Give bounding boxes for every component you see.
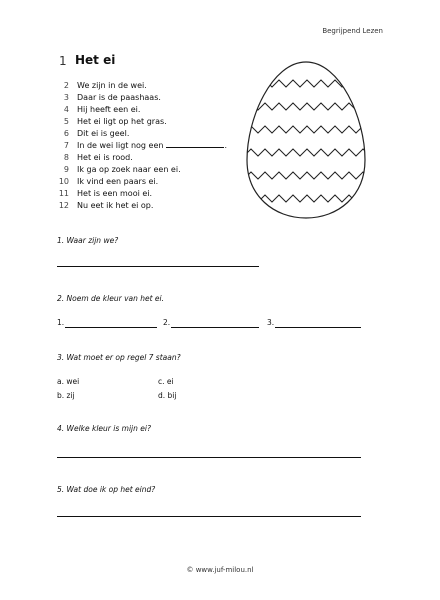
color-blank-label: 3. — [267, 318, 275, 327]
line-number: 5 — [63, 117, 69, 126]
line-number: 2 — [63, 81, 69, 90]
option-b[interactable]: b. zij — [57, 391, 75, 400]
question-1: 1. Waar zijn we? — [57, 236, 119, 245]
question-3: 3. Wat moet er op regel 7 staan? — [57, 353, 181, 362]
color-blank-label: 1. — [57, 318, 65, 327]
line-number: 3 — [63, 93, 69, 102]
line-number: 9 — [63, 165, 69, 174]
color-answer-line[interactable] — [275, 327, 361, 328]
line-text: In de wei ligt nog een — [77, 141, 164, 150]
question-4: 4. Welke kleur is mijn ei? — [57, 424, 151, 433]
question-2: 2. Noem de kleur van het ei. — [57, 294, 165, 303]
header-label: Begrijpend Lezen — [322, 27, 383, 35]
line-text: We zijn in de wei. — [77, 81, 147, 90]
line-number: 12 — [58, 201, 69, 210]
line-number: 7 — [63, 141, 69, 150]
line-text: Het ei is rood. — [77, 153, 133, 162]
line-number: 11 — [58, 189, 69, 198]
line-number: 10 — [58, 177, 69, 186]
question-5: 5. Wat doe ik op het eind? — [57, 485, 156, 494]
easter-egg-drawing — [244, 60, 368, 220]
color-answer-line[interactable] — [65, 327, 157, 328]
line-number: 6 — [63, 129, 69, 138]
answer-line-5[interactable] — [57, 516, 361, 517]
color-blank-label: 2. — [163, 318, 171, 327]
title-line-number: 1 — [59, 54, 67, 68]
option-a[interactable]: a. wei — [57, 377, 80, 386]
line-text: Nu eet ik het ei op. — [77, 201, 154, 210]
line-text: Ik ga op zoek naar een ei. — [77, 165, 181, 174]
line-text: Het ei ligt op het gras. — [77, 117, 167, 126]
line-text: Daar is de paashaas. — [77, 93, 161, 102]
fill-in-blank[interactable] — [166, 140, 224, 148]
answer-line-1[interactable] — [57, 266, 259, 267]
line-text: Het is een mooi ei. — [77, 189, 153, 198]
worksheet-page: Begrijpend Lezen 1 Het ei 2 We zijn in de wei. 3 Daar is de paashaas. 4 Hij heeft een ei. 5 Het ei ligt op het gras. 6 Dit ei is geel. 7 In de wei ligt nog een . 8 Het ei is rood. 9 Ik ga op zoek naar een ei. 10 Ik vind een paars ei. 11 Het is een mooi ei. 12 Nu eet ik het ei op. 1. Waar zijn we? 2. Noem de kleur van het ei. 1. 2. 3. 3. Wat moet er op regel 7 staan? a. wei c. ei b. zij d. bij 4. Welke kleur is mijn ei? 5. Wat doe ik op het eind? © www.juf-milou.nl — [0, 0, 440, 600]
option-c[interactable]: c. ei — [158, 377, 174, 386]
color-answer-line[interactable] — [171, 327, 259, 328]
line-text: Ik vind een paars ei. — [77, 177, 159, 186]
footer-copyright: © www.juf-milou.nl — [186, 566, 254, 574]
answer-line-4[interactable] — [57, 457, 361, 458]
line-text: Dit ei is geel. — [77, 129, 130, 138]
option-d[interactable]: d. bij — [158, 391, 177, 400]
line-number: 4 — [63, 105, 69, 114]
line-number: 8 — [63, 153, 69, 162]
line-text: Hij heeft een ei. — [77, 105, 141, 114]
page-title: Het ei — [75, 53, 116, 67]
